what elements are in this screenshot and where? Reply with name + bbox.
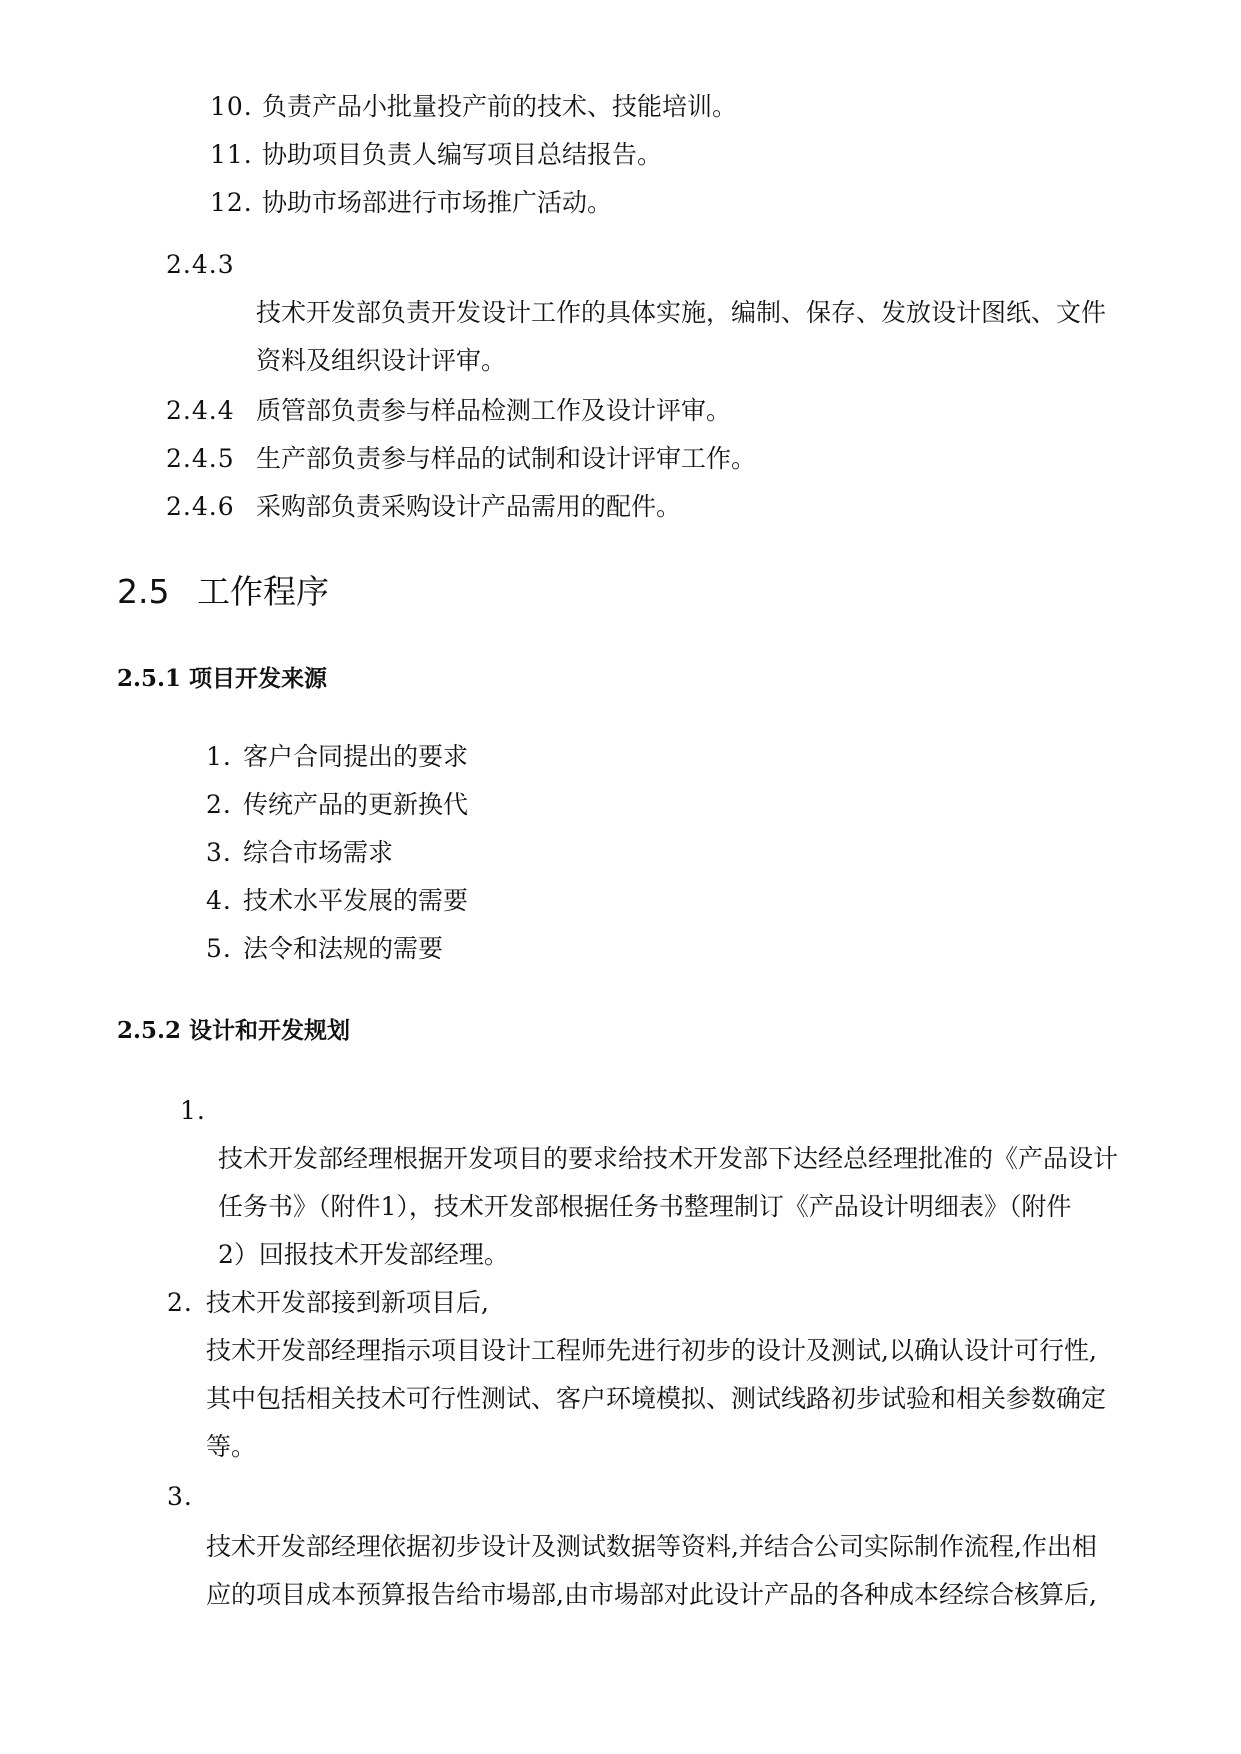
list-number: 3. <box>167 1482 193 1511</box>
list-item: 负责产品小批量投产前的技术、技能培训。 <box>262 92 738 121</box>
list-item: 综合市场需求 <box>243 838 394 867</box>
clause-text: 质管部负责参与样品检测工作及设计评审。 <box>256 396 732 425</box>
list-number: 4. <box>206 886 232 915</box>
clause-number: 2.4.3 <box>166 250 235 279</box>
paragraph-line: 技术开发部经理根据开发项目的要求给技术开发部下达经总经理批准的《产品设计 <box>218 1144 1119 1173</box>
section-number: 2.5 <box>117 572 170 611</box>
list-item: 传统产品的更新换代 <box>243 790 469 819</box>
paragraph-line: 技术开发部经理依据初步设计及测试数据等资料,并结合公司实际制作流程,作出相 <box>206 1532 1097 1561</box>
list-item: 客户合同提出的要求 <box>243 742 469 771</box>
subsection-heading: 2.5.1 项目开发来源 <box>117 665 328 692</box>
subsection-heading: 2.5.2 设计和开发规划 <box>117 1017 351 1044</box>
paragraph-line: 其中包括相关技术可行性测试、客户环境模拟、测试线路初步试验和相关参数确定 <box>206 1384 1107 1413</box>
paragraph-line: 技术开发部经理指示项目设计工程师先进行初步的设计及测试,以确认设计可行性, <box>206 1336 1097 1365</box>
list-item: 技术水平发展的需要 <box>243 886 469 915</box>
paragraph-line: 2）回报技术开发部经理。 <box>218 1240 509 1269</box>
list-number: 5. <box>206 934 232 963</box>
clause-text-line: 技术开发部负责开发设计工作的具体实施，编制、保存、发放设计图纸、文件 <box>256 298 1107 327</box>
paragraph-line: 技术开发部接到新项目后, <box>206 1288 489 1317</box>
section-title: 工作程序 <box>197 572 329 611</box>
list-number: 1. <box>206 742 232 771</box>
list-number: 1. <box>180 1096 206 1125</box>
list-item: 法令和法规的需要 <box>243 934 444 963</box>
clause-text: 采购部负责采购设计产品需用的配件。 <box>256 492 682 521</box>
list-item: 协助项目负责人编写项目总结报告。 <box>262 140 663 169</box>
clause-text: 生产部负责参与样品的试制和设计评审工作。 <box>256 444 757 473</box>
list-number: 2. <box>206 790 232 819</box>
list-number: 2. <box>167 1288 193 1317</box>
list-number: 11. <box>210 140 253 169</box>
clause-text-line: 资料及组织设计评审。 <box>256 346 507 375</box>
list-number: 10. <box>210 92 253 121</box>
clause-number: 2.4.5 <box>166 444 235 473</box>
list-number: 3. <box>206 838 232 867</box>
paragraph-line: 任务书》（附件1），技术开发部根据任务书整理制订《产品设计明细表》（附件 <box>218 1192 1072 1221</box>
paragraph-line: 等。 <box>206 1432 257 1461</box>
clause-number: 2.4.4 <box>166 396 235 425</box>
list-item: 协助市场部进行市场推广活动。 <box>262 188 613 217</box>
clause-number: 2.4.6 <box>166 492 235 521</box>
paragraph-line: 应的项目成本预算报告给市場部,由市場部对此设计产品的各种成本经综合核算后, <box>206 1580 1097 1609</box>
list-number: 12. <box>210 188 253 217</box>
